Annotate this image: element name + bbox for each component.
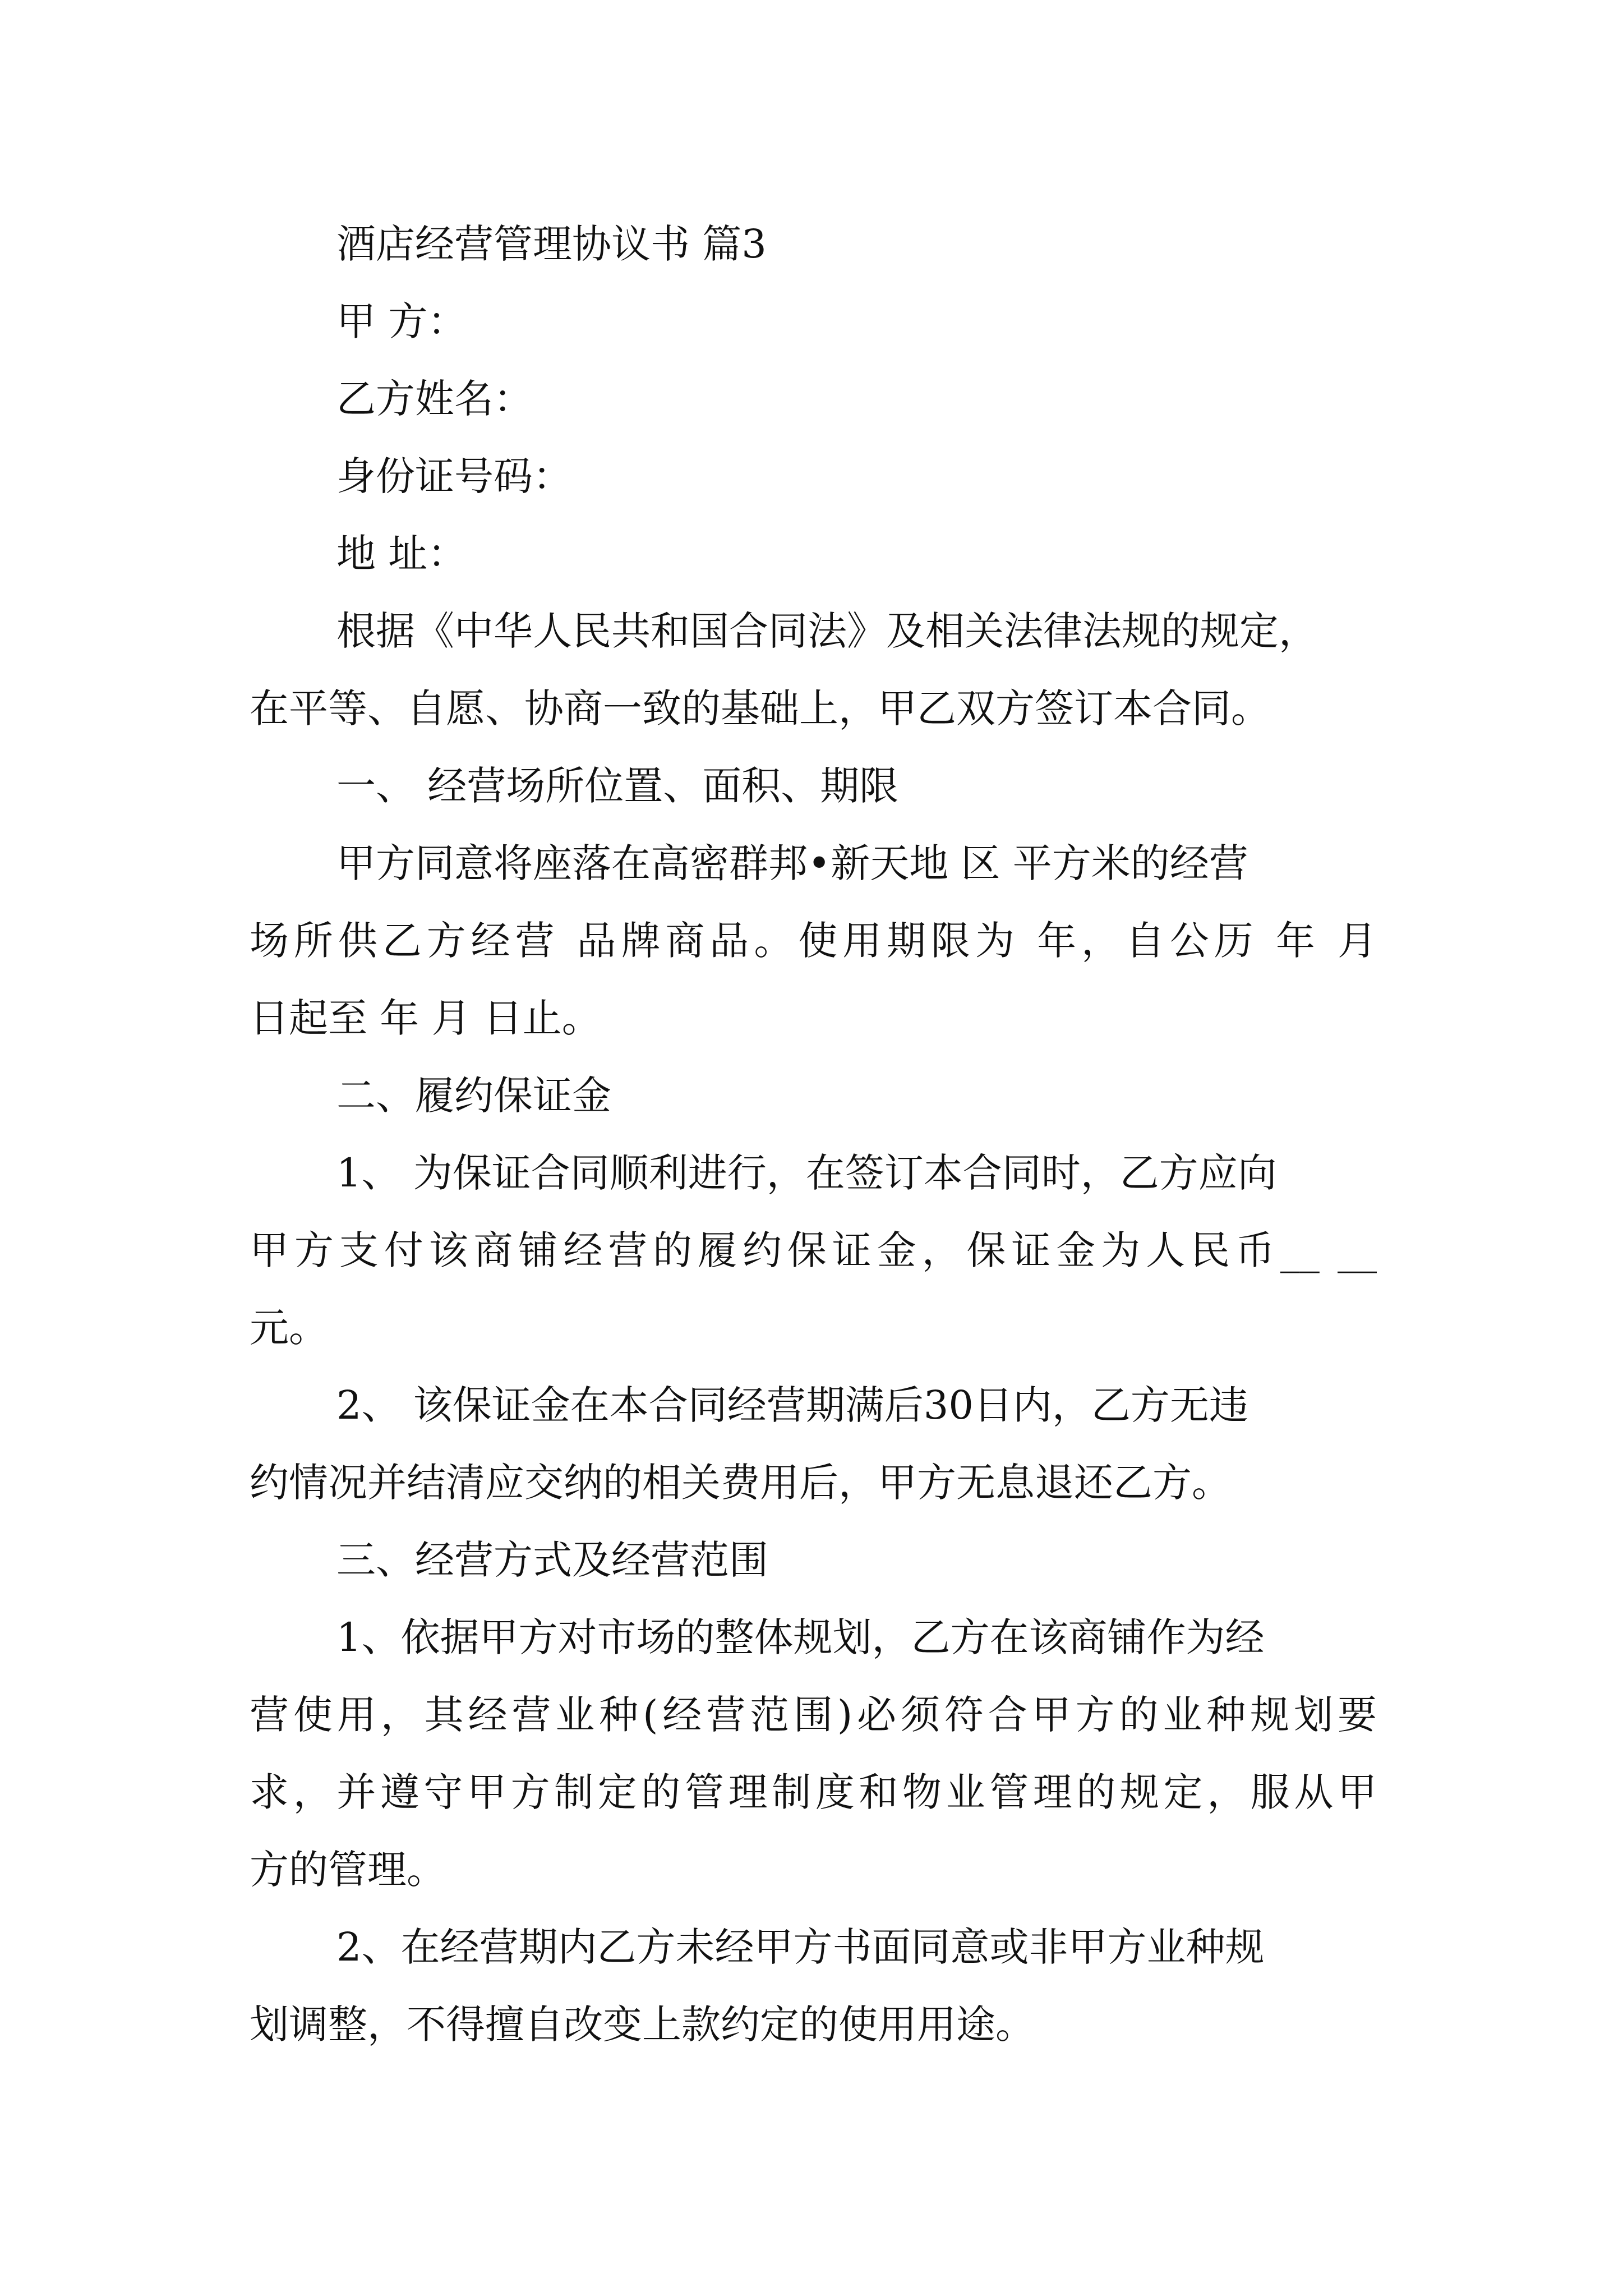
section-3-item-1-line-3: 求，并遵守甲方制定的管理制度和物业管理的规定，服从甲 — [250, 1769, 1377, 1815]
section-2-item-1-line-3: 元。 — [250, 1305, 328, 1351]
section-1-line-1: 甲方同意将座落在高密群邦•新天地 区 平方米的经营 — [336, 840, 1248, 886]
section-3-item-1-line-1: 1、依据甲方对市场的整体规划，乙方在该商铺作为经 — [336, 1614, 1265, 1660]
section-2-item-2-line-1: 2、 该保证金在本合同经营期满后30日内，乙方无违 — [336, 1382, 1248, 1428]
document-title: 酒店经营管理协议书 篇3 — [336, 221, 767, 267]
section-2-item-2-line-2: 约情况并结清应交纳的相关费用后，甲方无息退还乙方。 — [250, 1460, 1231, 1506]
section-2-item-1-line-2: 甲方支付该商铺经营的履约保证金，保证金为人民币__ __ — [250, 1227, 1377, 1273]
address-label: 地 址： — [336, 531, 467, 577]
section-3-item-1-line-4: 方的管理。 — [250, 1847, 446, 1893]
party-b-name-label: 乙方姓名： — [336, 376, 533, 422]
id-number-label: 身份证号码： — [336, 453, 572, 499]
section-1-heading: 一、 经营场所位置、面积、期限 — [336, 763, 899, 809]
section-1-line-3: 日起至 年 月 日止。 — [250, 995, 601, 1041]
section-2-heading: 二、履约保证金 — [336, 1073, 611, 1119]
section-3-item-2-line-1: 2、在经营期内乙方未经甲方书面同意或非甲方业种规 — [336, 1924, 1265, 1970]
section-1-line-2: 场所供乙方经营 品牌商品。使用期限为 年，自公历 年 月 — [250, 918, 1377, 964]
section-3-item-2-line-2: 划调整，不得擅自改变上款约定的使用用途。 — [250, 2001, 1035, 2047]
intro-line-1: 根据《中华人民共和国合同法》及相关法律法规的规定， — [336, 608, 1318, 654]
party-a-label: 甲 方： — [336, 298, 467, 344]
section-3-item-1-line-2: 营使用，其经营业种(经营范围)必须符合甲方的业种规划要 — [250, 1692, 1377, 1738]
section-3-heading: 三、经营方式及经营范围 — [336, 1537, 768, 1583]
intro-line-2: 在平等、自愿、协商一致的基础上，甲乙双方签订本合同。 — [250, 685, 1270, 731]
section-2-item-1-line-1: 1、 为保证合同顺利进行，在签订本合同时，乙方应向 — [336, 1150, 1277, 1196]
